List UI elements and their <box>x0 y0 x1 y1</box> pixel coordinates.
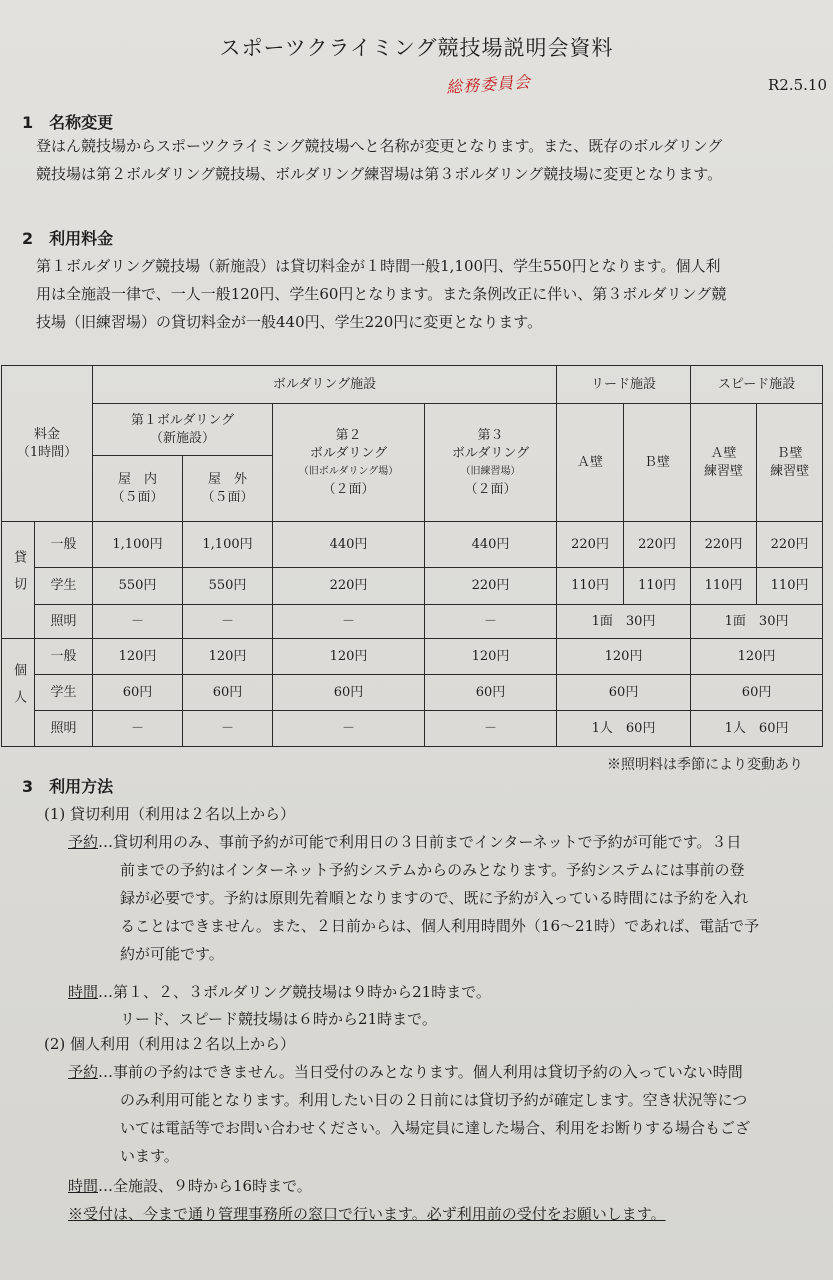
fee-cell: 1面 30円 <box>557 605 691 639</box>
fee-cell: － <box>93 605 183 639</box>
fee-cell: 60円 <box>557 675 691 711</box>
section-2-body <box>36 252 726 336</box>
fee-cell: － <box>273 711 425 747</box>
reservation-label: 予約 <box>68 1063 99 1081</box>
text-line: ることはできません。また、２日前からは、個人利用時間外（16～21時）であれば、電話で予 <box>120 917 760 935</box>
time-label: 時間 <box>68 1177 99 1195</box>
fee-cell: 110円 <box>691 568 757 605</box>
sub-heading-1: (1) 貸切利用（利用は２名以上から） <box>44 805 296 823</box>
group-label-kojin: 個人 <box>2 639 35 747</box>
fee-cell: 440円 <box>273 522 425 568</box>
row-label: 学生 <box>35 568 93 605</box>
document-date: R2.5.10 <box>767 76 827 94</box>
fee-cell: 220円 <box>557 522 624 568</box>
table-row <box>2 522 823 568</box>
fee-cell: 1人 60円 <box>691 711 823 747</box>
fee-cell: － <box>425 711 557 747</box>
text-line: …全施設、９時から16時まで。 <box>98 1177 312 1195</box>
lead-b-header: Ｂ壁 <box>624 404 691 522</box>
text-line: のみ利用可能となります。利用したい日の２日前には貸切予約が確定します。空き状況等につ <box>120 1091 748 1109</box>
speed-a-header: Ａ壁 練習壁 <box>691 404 757 522</box>
text-line: 用は全施設一律で、一人一般120円、学生60円となります。また条例改正に伴い、第３ボルダリング競 <box>36 285 727 303</box>
table-footnote: ※照明料は季節により変動あり <box>607 757 803 773</box>
reservation-2-block <box>68 1058 743 1086</box>
final-notice <box>68 1200 666 1228</box>
text-line: 技場（旧練習場）の貸切料金が一般440円、学生220円に変更となります。 <box>36 313 543 331</box>
handwritten-stamp: 総務委員会 <box>445 72 532 97</box>
text-line: ※受付は、今まで通り管理事務所の窓口で行います。必ず利用前の受付をお願いします。 <box>68 1205 666 1223</box>
boulder-2-header: 第２ ボルダリング （旧ボルダリング場） （２面） <box>273 404 425 522</box>
fee-cell: 110円 <box>757 568 823 605</box>
fee-cell: 60円 <box>93 675 183 711</box>
table-row <box>2 605 823 639</box>
section-1-body <box>36 132 722 188</box>
fee-cell: 440円 <box>425 522 557 568</box>
boulder-1-outdoor-header: 屋 外 （５面） <box>183 456 273 522</box>
text-line: 録が必要です。予約は原則先着順となりますので、既に予約が入っている時間には予約を入れ <box>120 889 749 907</box>
fee-cell: 120円 <box>183 639 273 675</box>
table-row <box>2 711 823 747</box>
text-line: …貸切利用のみ、事前予約が可能で利用日の３日前までインターネットで予約が可能です。３日 <box>98 833 742 851</box>
fee-cell: － <box>183 711 273 747</box>
reservation-1-cont <box>120 856 759 968</box>
time-label: 時間 <box>68 983 99 1001</box>
boulder-1-indoor-header: 屋 内 （５面） <box>93 456 183 522</box>
section-3-heading: 3 利用方法 <box>22 777 114 796</box>
fee-table <box>1 365 823 747</box>
text-line: いては電話等でお問い合わせください。入場定員に達した場合、利用をお断りする場合もござ <box>120 1119 751 1137</box>
speed-group-header: スピード施設 <box>691 366 823 404</box>
text-line: …第１、２、３ボルダリング競技場は９時から21時まで。 <box>98 983 491 1001</box>
text-line: …事前の予約はできません。当日受付のみとなります。個人利用は貸切予約の入っていない時間 <box>98 1063 743 1081</box>
fee-cell: 1,100円 <box>183 522 273 568</box>
fee-cell: － <box>425 605 557 639</box>
text-line: 前までの予約はインターネット予約システムからのみとなります。予約システムには事前の登 <box>120 861 745 879</box>
fee-cell: 120円 <box>557 639 691 675</box>
document-title: スポーツクライミング競技場説明会資料 <box>219 36 614 60</box>
fee-corner-header: 料金 （1時間） <box>2 366 93 522</box>
fee-cell: 60円 <box>183 675 273 711</box>
fee-cell: 220円 <box>691 522 757 568</box>
reservation-1-block <box>68 828 741 856</box>
time-2-block <box>68 1172 312 1200</box>
table-row <box>2 639 823 675</box>
fee-cell: 110円 <box>557 568 624 605</box>
fee-cell: 60円 <box>273 675 425 711</box>
reservation-label: 予約 <box>68 833 99 851</box>
section-2-heading: 2 利用料金 <box>22 229 114 248</box>
lead-group-header: リード施設 <box>557 366 691 404</box>
time-1-cont <box>120 1005 437 1033</box>
row-label: 一般 <box>35 639 93 675</box>
fee-cell: 120円 <box>273 639 425 675</box>
sub-heading-2: (2) 個人利用（利用は２名以上から） <box>44 1035 296 1053</box>
fee-cell: 220円 <box>425 568 557 605</box>
boulder-3-header: 第３ ボルダリング （旧練習場） （２面） <box>425 404 557 522</box>
fee-cell: 220円 <box>273 568 425 605</box>
text-line: 競技場は第２ボルダリング競技場、ボルダリング練習場は第３ボルダリング競技場に変更となります。 <box>36 165 723 183</box>
fee-cell: － <box>273 605 425 639</box>
fee-cell: 220円 <box>757 522 823 568</box>
fee-cell: － <box>183 605 273 639</box>
row-label: 照明 <box>35 605 93 639</box>
fee-cell: 120円 <box>691 639 823 675</box>
fee-cell: 1人 60円 <box>557 711 691 747</box>
fee-cell: 110円 <box>624 568 691 605</box>
text-line: 約が可能です。 <box>120 945 224 963</box>
fee-cell: 550円 <box>183 568 273 605</box>
fee-cell: 60円 <box>691 675 823 711</box>
fee-cell: 550円 <box>93 568 183 605</box>
section-1-heading: 1 名称変更 <box>22 113 114 132</box>
time-1-block <box>68 978 491 1006</box>
boulder-1-header: 第１ボルダリング （新施設） <box>93 404 273 456</box>
fee-cell: 60円 <box>425 675 557 711</box>
row-label: 学生 <box>35 675 93 711</box>
fee-cell: 1面 30円 <box>691 605 823 639</box>
fee-cell: 1,100円 <box>93 522 183 568</box>
row-label: 照明 <box>35 711 93 747</box>
table-row <box>2 675 823 711</box>
text-line: リード、スピード競技場は６時から21時まで。 <box>120 1010 437 1028</box>
reservation-2-cont <box>120 1086 750 1170</box>
text-line: 第１ボルダリング競技場（新施設）は貸切料金が１時間一般1,100円、学生550円となります。個人利 <box>36 257 721 275</box>
table-row <box>2 568 823 605</box>
fee-cell: － <box>93 711 183 747</box>
boulder-group-header: ボルダリング施設 <box>93 366 557 404</box>
group-label-kashikiri: 貸切 <box>2 522 35 639</box>
text-line: 登はん競技場からスポーツクライミング競技場へと名称が変更となります。また、既存のボルダリング <box>36 137 723 155</box>
text-line: います。 <box>120 1147 179 1165</box>
fee-cell: 220円 <box>624 522 691 568</box>
lead-a-header: Ａ壁 <box>557 404 624 522</box>
fee-cell: 120円 <box>93 639 183 675</box>
speed-b-header: Ｂ壁 練習壁 <box>757 404 823 522</box>
fee-cell: 120円 <box>425 639 557 675</box>
row-label: 一般 <box>35 522 93 568</box>
